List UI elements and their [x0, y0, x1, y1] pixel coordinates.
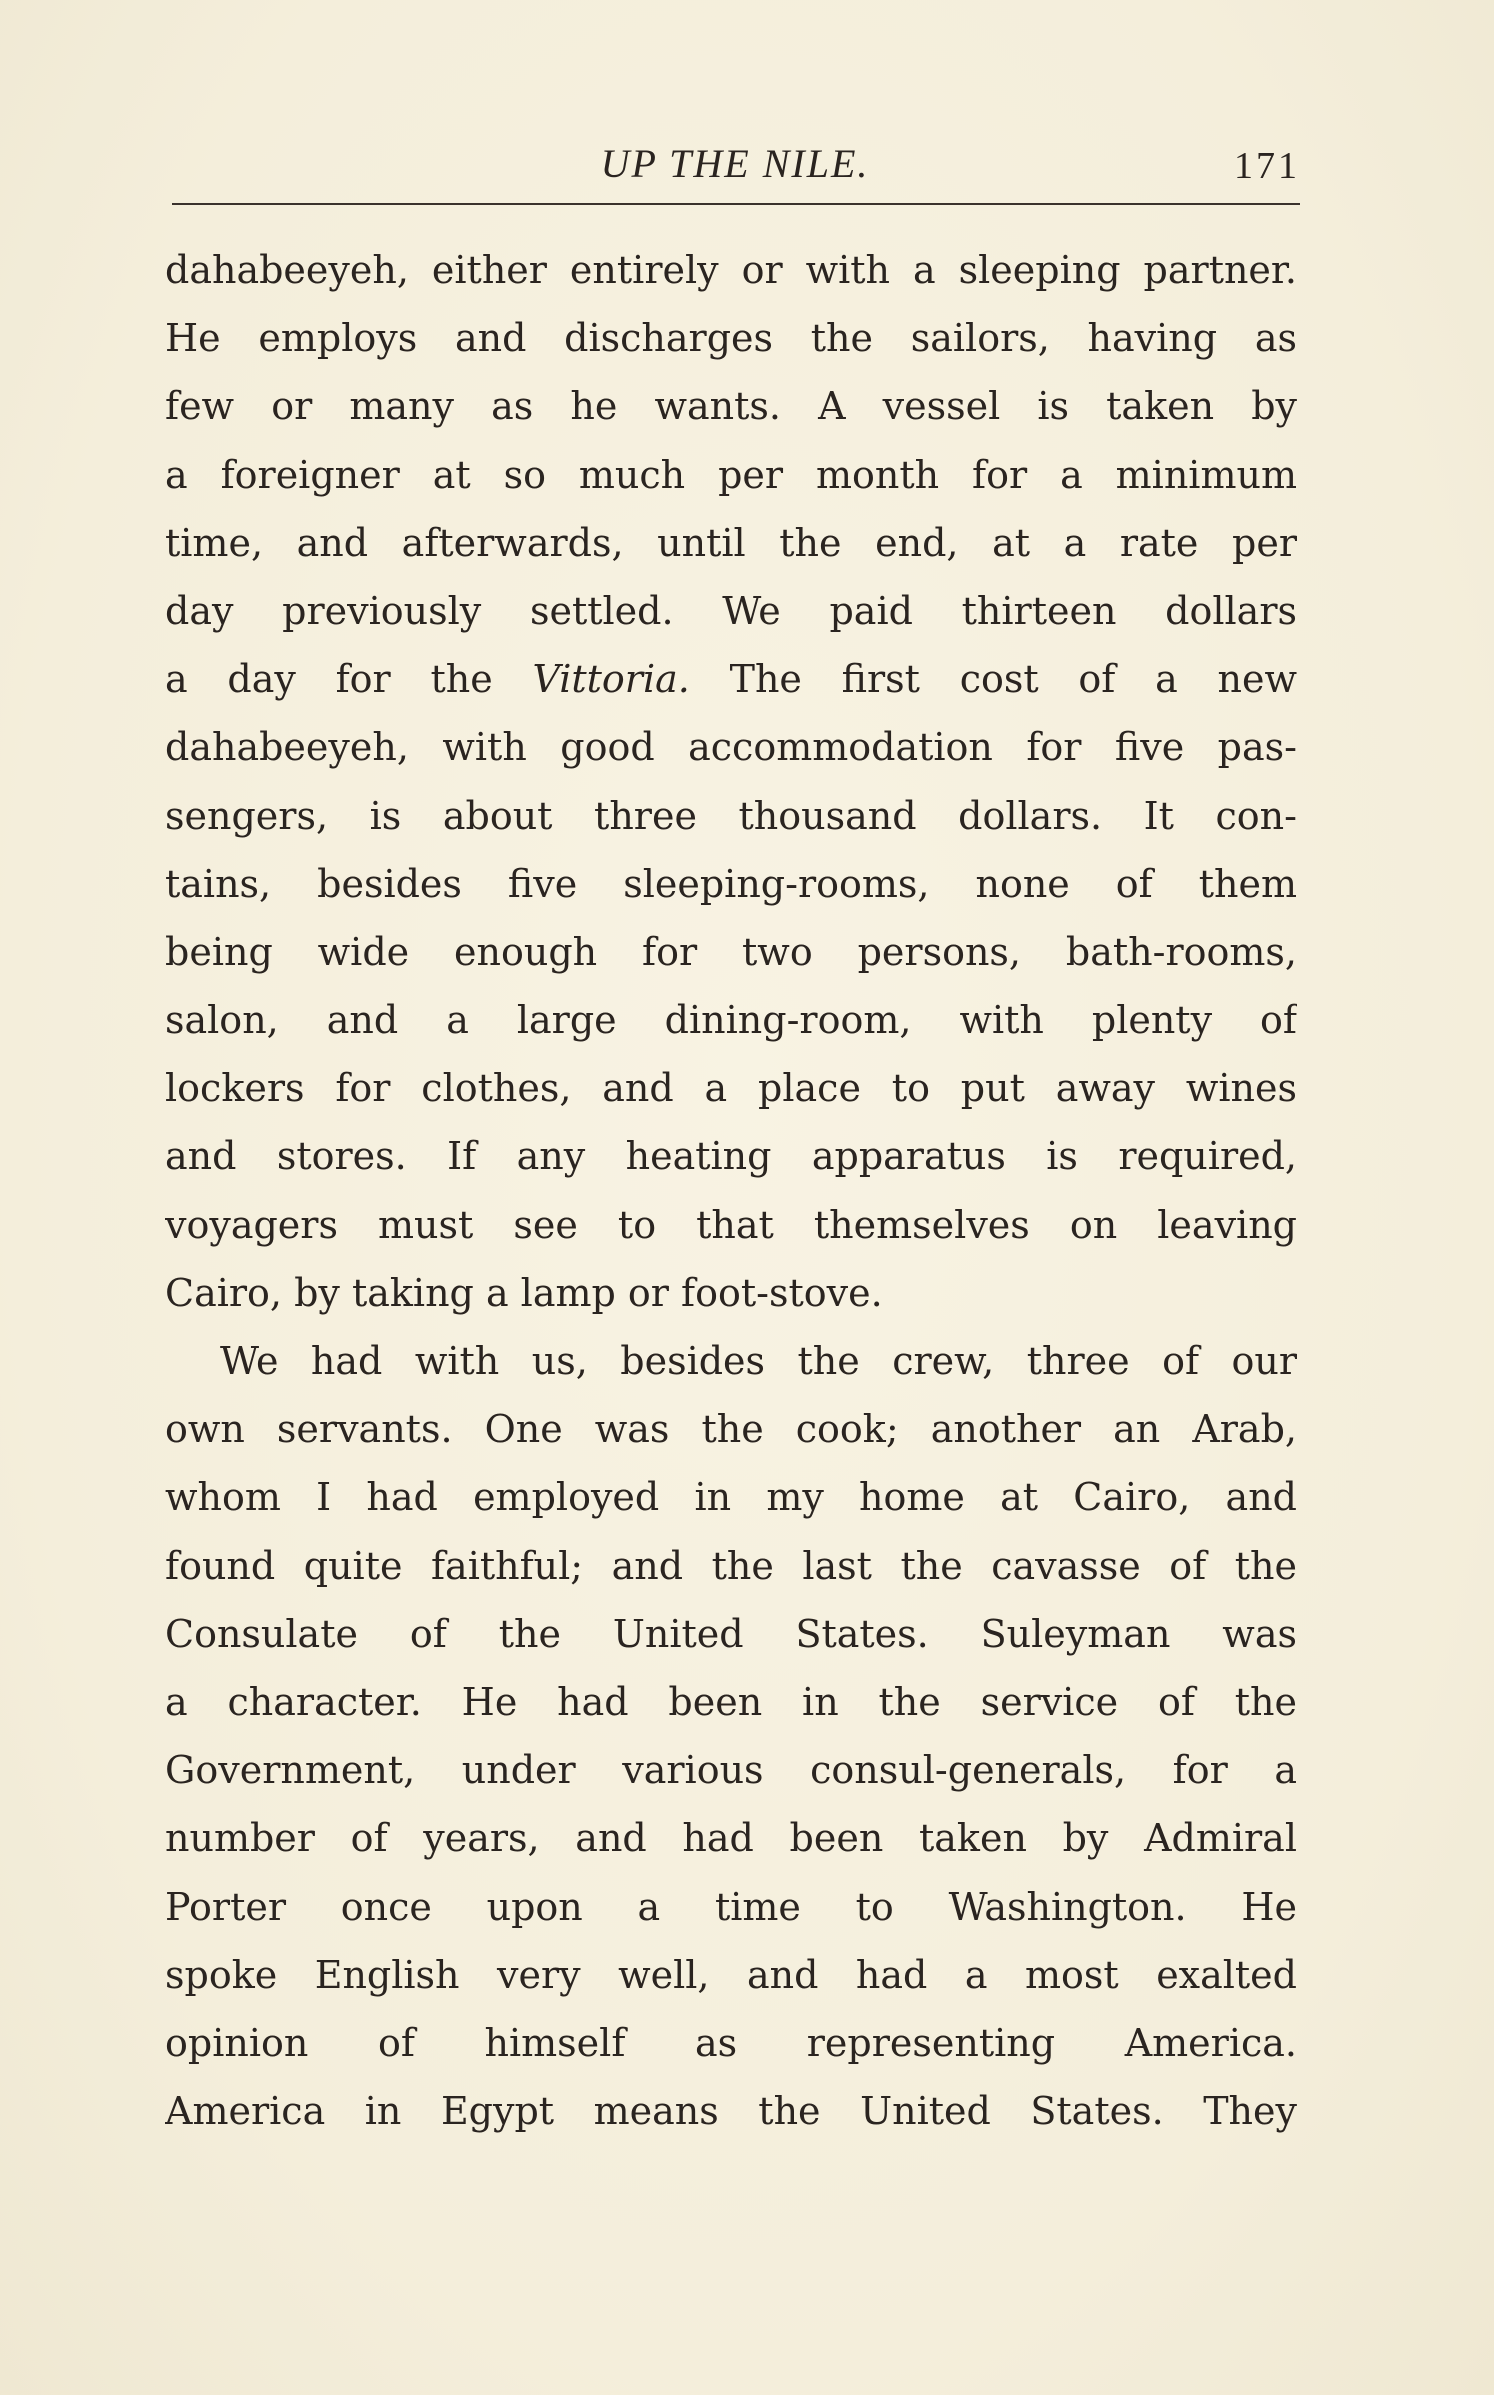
text-line: spoke English very well, and had a most exalted — [165, 1952, 1297, 1997]
text-line: number of years, and had been taken by Admiral — [165, 1816, 1297, 1861]
text-line: a character. He had been in the service of the — [165, 1679, 1297, 1724]
text-line: sengers, is about three thousand dollars. It con- — [165, 793, 1297, 838]
text-line: found quite faithful; and the last the cavasse of the — [165, 1543, 1297, 1588]
text-line — [165, 645, 1297, 713]
text-line: voyagers must see to that themselves on leaving — [165, 1202, 1297, 1247]
running-title: UP THE NILE. — [600, 141, 870, 186]
text-line: time, and afterwards, until the end, at a rate per — [165, 520, 1297, 565]
text-line: dahabeeyeh, either entirely or with a sleeping partner. — [165, 248, 1297, 292]
running-head — [170, 140, 1300, 190]
text-line: He employs and discharges the sailors, having as — [165, 316, 1297, 361]
text-line: whom I had employed in my home at Cairo, and — [165, 1475, 1297, 1520]
text-line: opinion of himself as representing America. — [165, 2020, 1297, 2065]
paragraph-start-line: We had with us, besides the crew, three of our — [220, 1339, 1297, 1383]
text-line: tains, besides five sleeping-rooms, none of them — [165, 861, 1297, 906]
text-line: being wide enough for two persons, bath-rooms, — [165, 929, 1297, 974]
page-number: 171 — [1234, 145, 1300, 187]
text-line: day previously settled. We paid thirteen dollars — [165, 588, 1297, 633]
body-text — [165, 236, 1297, 2145]
text-line: and stores. If any heating apparatus is required, — [165, 1134, 1297, 1179]
text-line: Consulate of the United States. Suleyman was — [165, 1611, 1297, 1656]
text-line: a foreigner at so much per month for a minimum — [165, 452, 1297, 497]
header-rule — [172, 203, 1300, 205]
text-segment: The first cost of a new — [729, 657, 1297, 702]
text-segment: a day for the — [165, 657, 493, 702]
text-line: few or many as he wants. A vessel is taken by — [165, 384, 1297, 429]
paragraph-end-line: Cairo, by taking a lamp or foot-stove. — [165, 1270, 883, 1315]
text-line: lockers for clothes, and a place to put away wines — [165, 1066, 1297, 1111]
text-line: dahabeeyeh, with good accommodation for five pas- — [165, 725, 1297, 770]
text-line: own servants. One was the cook; another an Arab, — [165, 1407, 1297, 1452]
text-line: salon, and a large dining-room, with plenty of — [165, 998, 1297, 1043]
vessel-name: Vittoria. — [532, 657, 690, 702]
text-line: Porter once upon a time to Washington. He — [165, 1884, 1297, 1929]
text-line: Government, under various consul-generals, for a — [165, 1748, 1297, 1793]
text-line: America in Egypt means the United States. They — [165, 2089, 1297, 2134]
